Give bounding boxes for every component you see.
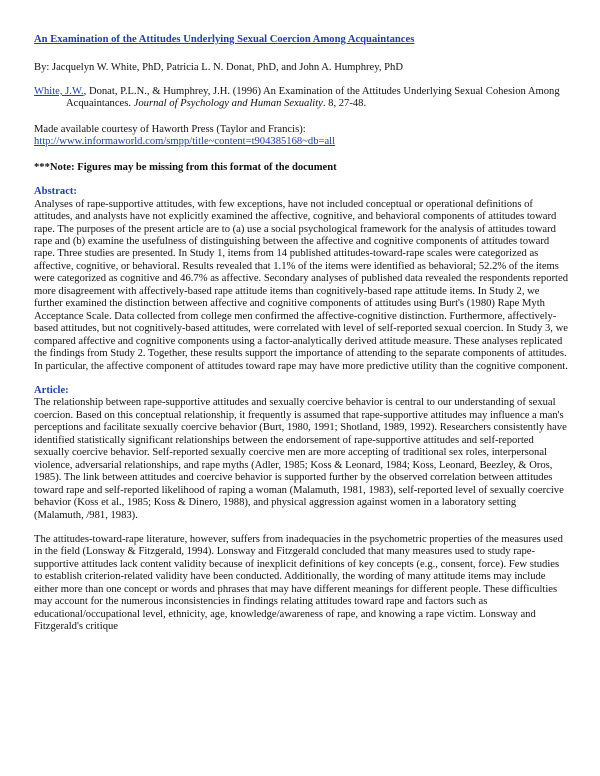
citation-text: , Donat, P.L.N., & Humphrey, J.H. (1996) An Examination of the Attitudes Underlying Sexual Cohesion Among Acquaintances. xyxy=(66,85,560,110)
author-link[interactable]: White, J.W. xyxy=(34,85,84,97)
citation-volume: . 8, 27-48. xyxy=(322,98,367,110)
courtesy-text: Made available courtesy of Haworth Press (Taylor and Francis): xyxy=(34,123,306,135)
document-title-link[interactable]: An Examination of the Attitudes Underlying Sexual Coercion Among Acquaintances xyxy=(34,34,415,45)
source-url-link[interactable]: http://www.informaworld.com/smpp/title~content=t904385168~db=all xyxy=(34,136,336,148)
document-page xyxy=(34,34,568,634)
abstract-text: Analyses of rape-supportive attitudes, with few exceptions, have not included conceptual or operational definitions of attitudes, and analysts have not explicitly examined the affective, cognitive, and behavioral components of attitudes toward rape. The purposes of the present article are to (a) use a social psychological framework for the analysis of attitudes toward rape and (b) examine the usefulness of distinguishing between the affective and cognitive components of attitudes toward rape. Three studies are presented. In Study 1, items from 14 published attitudes-toward-rape scales were categorized as affective, cognitive, or behavioral. Results revealed that 1.1% of the items were identified as behavioral; 52.2% of the items were categorized as cognitive and 46.7% as affective. Secondary analyses of published data revealed the respondents reported more disagreement with affectively-based rape attitude items than cognitively-based rape attitude items. In Study 2, we further examined the distinction between affective and cognitive components of attitudes using Burt's (1980) Rape Myth Acceptance Scale. Data collected from college men confirmed the affective-cognitive distinction. Furthermore, affectively-based attitudes, but not cognitively-based attitudes, were correlated with level of self-reported sexual coercion. In Study 3, we compared affective and cognitive components using a factor-analytically derived attitude measure. These analyses replicated the findings from Study 2. Together, these results support the importance of attending to the separate components of attitudes. In particular, the affective component of attitudes toward rape may have more predictive utility than the cognitive component. xyxy=(34,198,568,372)
article-paragraph-2: The attitudes-toward-rape literature, however, suffers from inadequacies in the psychometric properties of the measures used in the field (Lonsway & Fitzgerald, 1994). Lonsway and Fitzgerald concluded that many measures used to study rape-supportive attitudes lack content validity because of inexplicit definitions of key concepts (e.g., consent, force). Few studies to establish criterion-related validity have been conducted. Additionally, the wording of many attitude items may include either more than one concept or words and phrases that may have different meanings for different people. These difficulties may account for the numerous inconsistencies in findings relating attitudes toward rape and factors such as educational/occupational level, ethnicity, age, knowledge/awareness of rape, and knowing a rape victim. Lonsway and Fitzgerald's critique xyxy=(34,533,563,633)
article-heading: Article: xyxy=(34,384,69,396)
byline: By: Jacquelyn W. White, PhD, Patricia L. N. Donat, PhD, and John A. Humphrey, PhD xyxy=(34,62,403,74)
citation xyxy=(34,86,568,111)
article-paragraph-1: The relationship between rape-supportive attitudes and sexually coercive behavior is central to our understanding of sexual coercion. Based on this conceptual relationship, it frequently is assumed that rape-supportive attitudes may influence a man's perceptions and facilitate sexually coercive behavior (Burt, 1980, 1991; Shotland, 1989, 1992). Researchers consistently have identified statistically significant relationships between the endorsement of rape-supportive attitudes and self-reported sexually coercive behavior. Self-reported sexually coercive men are more accepting of traditional sex roles, interpersonal violence, adversarial relationships, and rape myths (Adler, 1985; Koss & Leonard, 1984; Koss, Leonard, Beezley, & Oros, 1985). The link between attitudes and coercive behavior is supported further by the observed correlation between attitudes toward rape and self-reported likelihood of raping a woman (Malamuth, 1981, 1983), self-reported level of sexually coercive behavior (Koss et al., 1985; Koss & Dinero, 1988), and physical aggression against women in a laboratory setting (Malamuth, /981, 1983). xyxy=(34,397,567,521)
journal-name: Journal of Psychology and Human Sexuality xyxy=(133,98,323,110)
courtesy-block xyxy=(34,124,568,149)
figures-note: ***Note: Figures may be missing from this format of the document xyxy=(34,161,337,173)
abstract-heading: Abstract: xyxy=(34,186,77,198)
